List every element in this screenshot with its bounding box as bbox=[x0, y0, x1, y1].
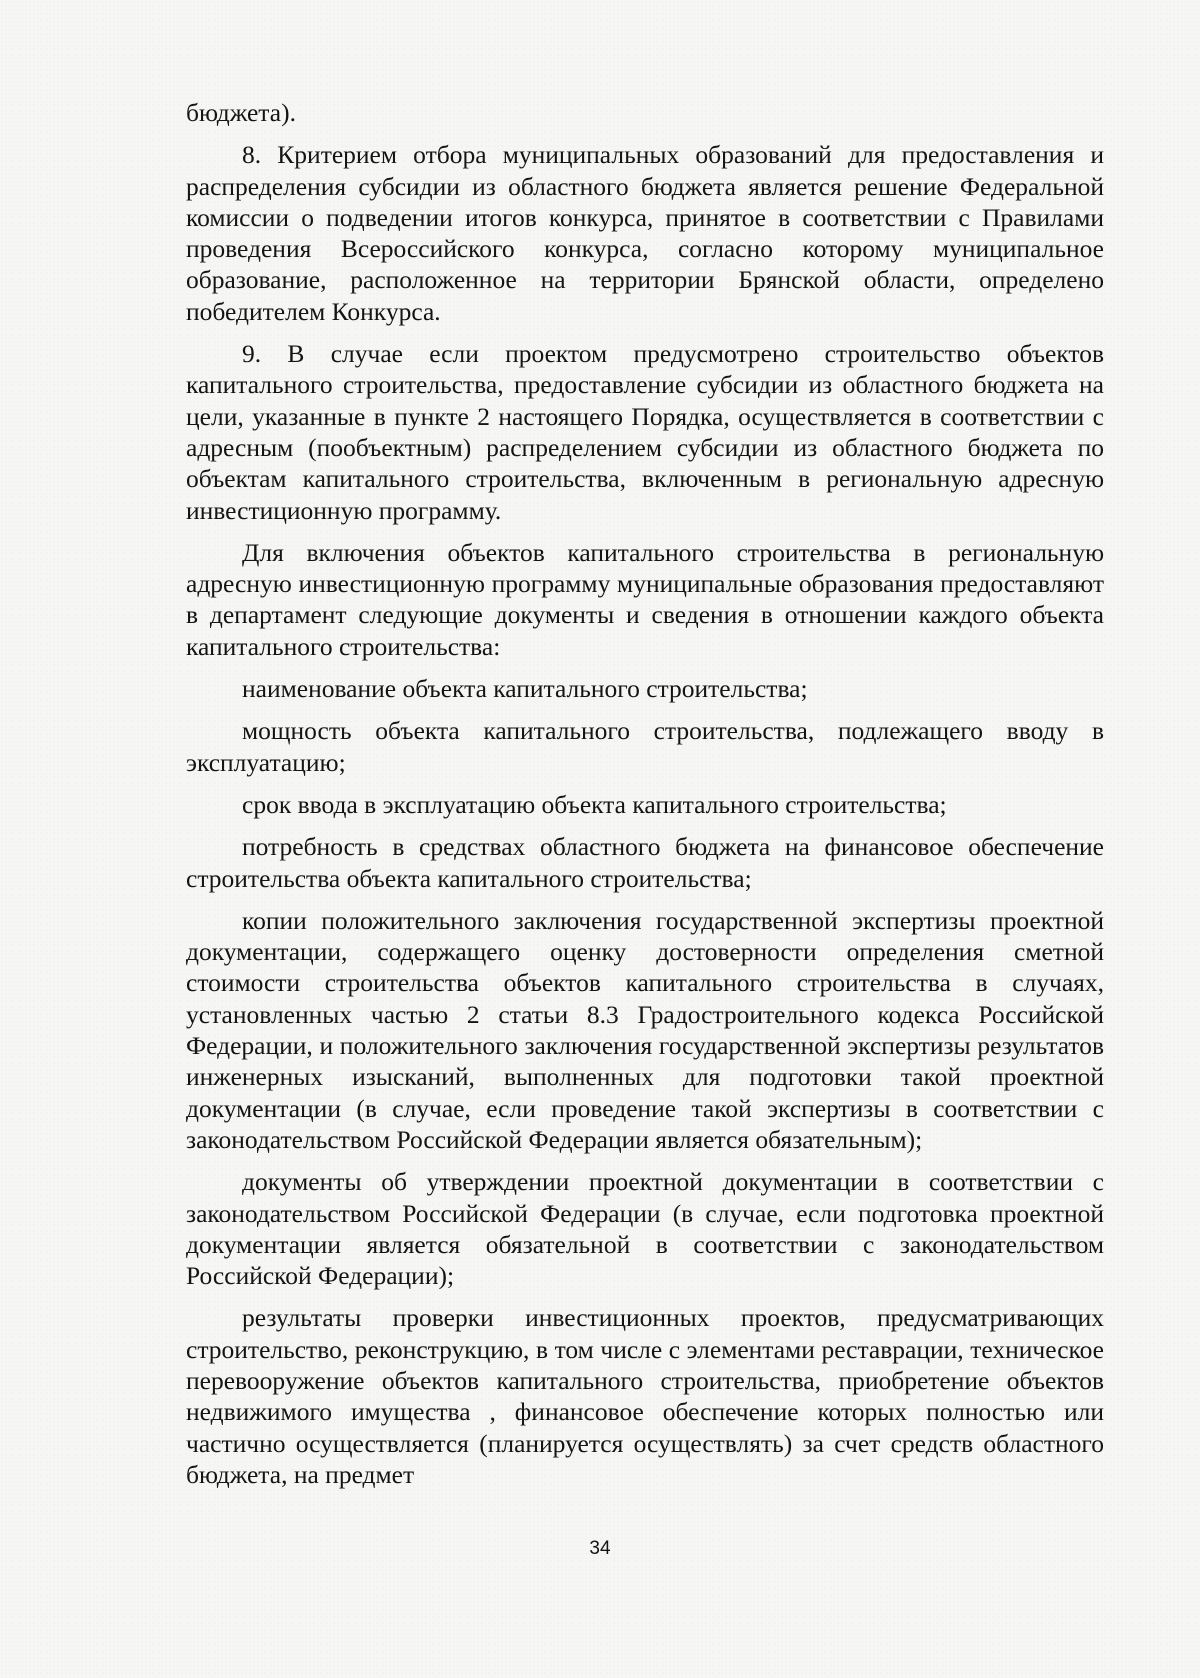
paragraph-documents-intro: Для включения объектов капитального строительства в региональную адресную инвестиционную программу муниципальные образования предоставляют в департамент следующие документы и сведения в отношении каждого объекта капитального строительства: bbox=[186, 537, 1104, 661]
paragraph-continuation: бюджета). bbox=[186, 98, 296, 127]
list-item-investment-check: результаты проверки инвестиционных проектов, предусматривающих строительство, реконструкцию, в том числе с элементами реставрации, техническое перевооружение объектов капитального строительства, приобретение объектов недвижимого имущества , финансовое обеспечение которых полностью или частично осуществляется (планируется осуществлять) за счет средств областного бюджета, на предмет bbox=[186, 1303, 1104, 1489]
document-body bbox=[186, 97, 1104, 1501]
paragraph-item-9: 9. В случае если проектом предусмотрено строительство объектов капитального строительства, предоставление субсидии из областного бюджета на цели, указанные в пункте 2 настоящего Порядка, осуществляется в соответствии с адресным (пообъектным) распределением субсидии из областного бюджета по объектам капитального строительства, включенным в региональную адресную инвестиционную программу. bbox=[186, 339, 1104, 525]
page-number: 34 bbox=[589, 1538, 611, 1559]
list-item-budget-need: потребность в средствах областного бюджета на финансовое обеспечение строительства объекта капитального строительства; bbox=[186, 832, 1104, 893]
list-item-expertise-copies: копии положительного заключения государственной экспертизы проектной документации, содержащего оценку достоверности определения сметной стоимости строительства объектов капитального строительства в случаях, установленных частью 2 статьи 8.3 Градостроительного кодекса Российской Федерации, и положительного заключения государственной экспертизы результатов инженерных изысканий, выполненных для подготовки такой проектной документации (в случае, если проведение такой экспертизы в соответствии с законодательством Российской Федерации является обязательным); bbox=[186, 905, 1104, 1154]
list-item-object-capacity: мощность объекта капитального строительства, подлежащего вводу в эксплуатацию; bbox=[186, 716, 1104, 777]
list-item-approval-documents: документы об утверждении проектной документации в соответствии с законодательством Российской Федерации (в случае, если подготовка проектной документации является обязательной в соответствии с законодательством Российской Федерации); bbox=[186, 1167, 1104, 1291]
paragraph-item-8: 8. Критерием отбора муниципальных образований для предоставления и распределения субсидии из областного бюджета является решение Федеральной комиссии о подведении итогов конкурса, принятое в соответствии с Правилами проведения Всероссийского конкурса, согласно которому муниципальное образование, расположенное на территории Брянской области, определено победителем Конкурса. bbox=[186, 140, 1104, 326]
list-item-commissioning-date: срок ввода в эксплуатацию объекта капитального строительства; bbox=[242, 789, 947, 819]
list-item-object-name: наименование объекта капитального строительства; bbox=[242, 674, 808, 704]
